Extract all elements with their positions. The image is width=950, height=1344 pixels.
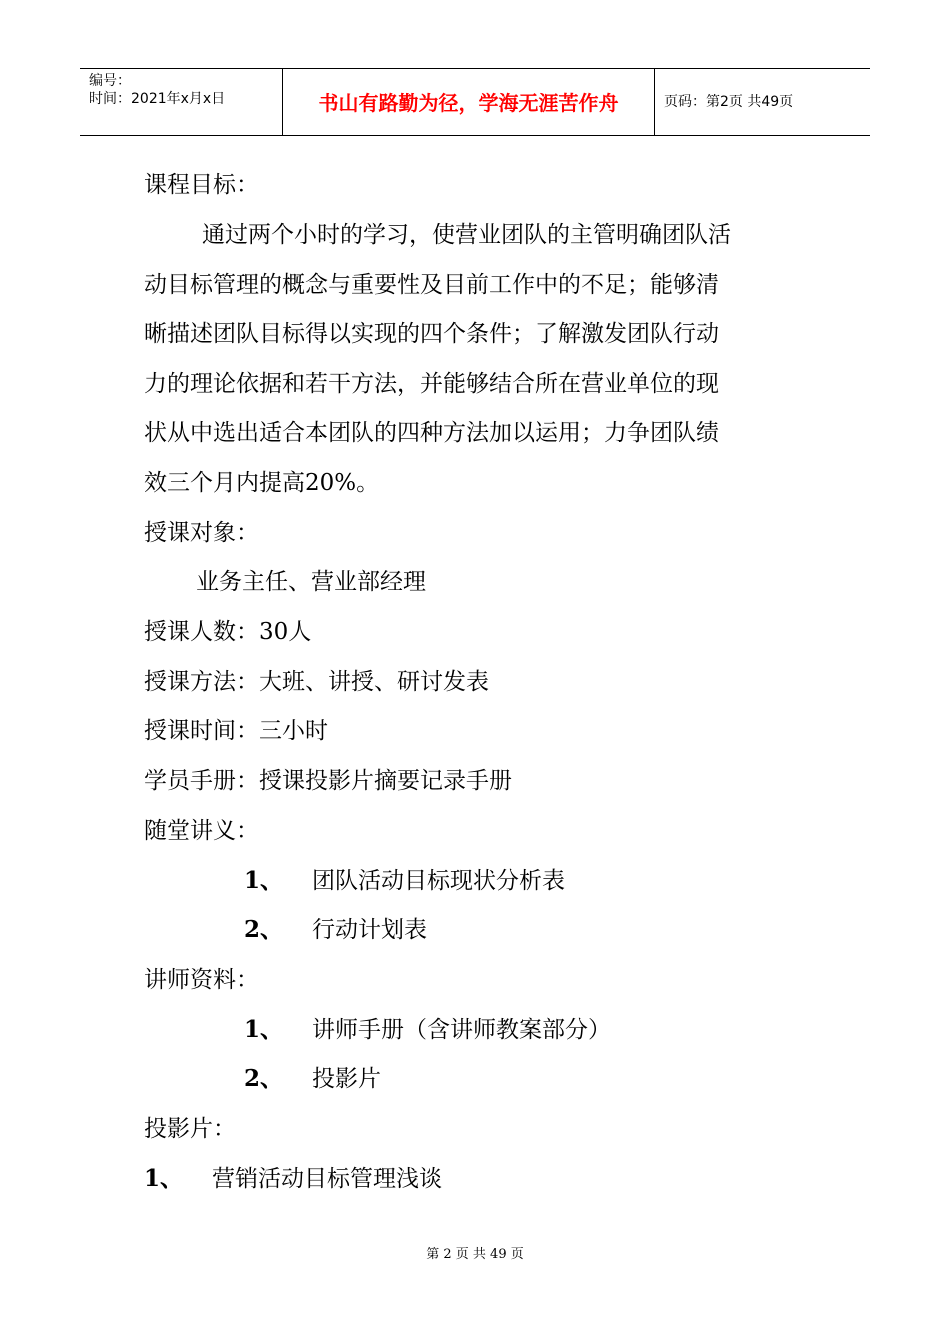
list-item: 团队活动目标现状分析表 (312, 868, 565, 894)
handout-heading: 随堂讲义： (144, 818, 259, 844)
list-item-number: 1、 (244, 1016, 284, 1043)
audience-value: 业务主任、营业部经理 (196, 569, 426, 595)
slides-heading: 投影片： (144, 1116, 236, 1142)
objective-line: 力的理论依据和若干方法，并能够结合所在营业单位的现 (144, 371, 719, 397)
list-item-number: 2、 (244, 916, 284, 943)
header-left-cell (80, 69, 282, 135)
page-footer: 第 2 页 共 49 页 (426, 1247, 524, 1262)
list-item: 营销活动目标管理浅谈 (212, 1166, 442, 1192)
date-label: 时间：2021年x月x日 (89, 91, 226, 107)
header-page-info: 页码：第2页 共49页 (664, 94, 794, 110)
student-handbook-line: 学员手册：授课投影片摘要记录手册 (144, 768, 512, 794)
objective-line: 状从中选出适合本团队的四种方法加以运用；力争团队绩 (144, 420, 719, 446)
header-motto: 书山有路勤为径，学海无涯苦作舟 (318, 91, 619, 115)
objective-heading: 课程目标： (144, 172, 259, 198)
objective-line: 效三个月内提高20%。 (144, 470, 380, 496)
list-item-number: 1、 (144, 1165, 184, 1192)
list-item: 投影片 (312, 1066, 381, 1092)
list-item: 讲师手册（含讲师教案部分） (312, 1017, 611, 1043)
list-item: 行动计划表 (312, 917, 427, 943)
objective-line: 晰描述团队目标得以实现的四个条件；了解激发团队行动 (144, 321, 719, 347)
teaching-method-line: 授课方法：大班、讲授、研讨发表 (144, 669, 489, 695)
lecturer-materials-heading: 讲师资料： (144, 967, 259, 993)
class-size-line: 授课人数：30人 (144, 619, 312, 645)
teaching-time-line: 授课时间：三小时 (144, 718, 328, 744)
list-item-number: 2、 (244, 1065, 284, 1092)
header-motto-cell (282, 69, 655, 135)
page-header (80, 68, 870, 136)
header-right-cell (655, 69, 870, 135)
objective-line: 动目标管理的概念与重要性及目前工作中的不足；能够清 (144, 272, 719, 298)
list-item-number: 1、 (244, 867, 284, 894)
audience-heading: 授课对象： (144, 520, 259, 546)
objective-line: 通过两个小时的学习，使营业团队的主管明确团队活 (202, 222, 731, 248)
serial-number-label: 编号： (89, 73, 131, 89)
